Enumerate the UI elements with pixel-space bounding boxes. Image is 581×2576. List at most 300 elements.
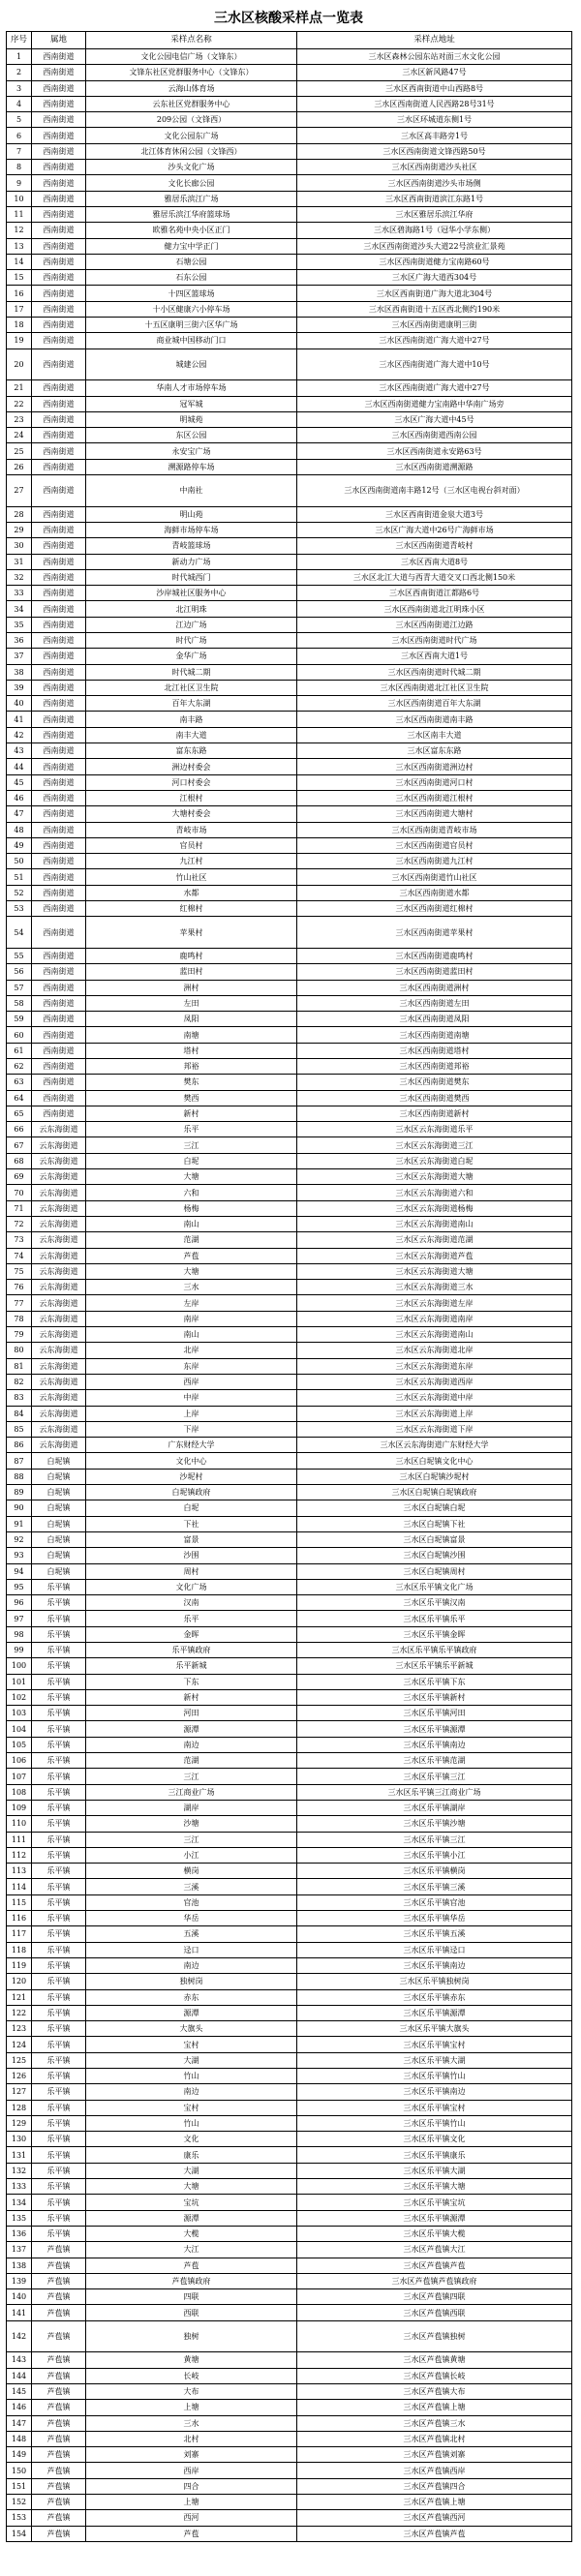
cell-site-address: 三水区乐平镇文化广场 [297,1579,572,1594]
table-row [7,2383,572,2399]
cell-site-name: 四合 [86,2478,297,2494]
cell-district: 云东海街道 [32,1421,86,1437]
cell-index: 18 [7,318,32,333]
table-row [7,301,572,317]
table-row [7,1122,572,1137]
cell-site-address: 三水区乐平镇三江商业广场 [297,1784,572,1800]
cell-index: 86 [7,1438,32,1453]
table-row [7,1737,572,1752]
cell-site-address: 三水区白坭镇沙围 [297,1548,572,1563]
cell-index: 92 [7,1531,32,1547]
cell-site-address: 三水区乐平镇宝坑 [297,2195,572,2210]
cell-site-name: 竹山社区 [86,869,297,885]
cell-district: 西南街道 [32,759,86,774]
cell-site-address: 三水区乐平镇官池 [297,1894,572,1910]
table-row [7,1674,572,1689]
cell-index: 80 [7,1343,32,1358]
cell-site-name: 大江 [86,2242,297,2258]
cell-site-name: 官员村 [86,837,297,853]
cell-district: 芦苞镇 [32,2368,86,2383]
cell-index: 42 [7,727,32,742]
table-row [7,2084,572,2100]
table-row [7,2510,572,2526]
table-row [7,1327,572,1343]
table-row [7,2021,572,2037]
cell-district: 西南街道 [32,901,86,917]
table-row [7,1280,572,1295]
cell-site-address: 三水区西南街道樊西 [297,1090,572,1106]
cell-district: 西南街道 [32,1043,86,1058]
cell-index: 6 [7,128,32,143]
cell-index: 73 [7,1232,32,1248]
cell-site-name: 乐平 [86,1611,297,1626]
page-title: 三水区核酸采样点一览表 [214,11,363,26]
cell-index: 2 [7,65,32,80]
cell-site-name: 大塘 [86,1263,297,1279]
cell-site-address: 三水区雅居乐滨江华府 [297,206,572,222]
cell-site-address: 三水区西南大道1号 [297,649,572,664]
cell-index: 34 [7,601,32,617]
cell-site-name: 三溪 [86,1879,297,1894]
cell-index: 41 [7,712,32,727]
cell-district: 西南街道 [32,206,86,222]
table-row [7,822,572,837]
cell-site-address: 三水区西南街道竹山社区 [297,869,572,885]
cell-district: 乐平镇 [32,1847,86,1863]
cell-index: 32 [7,569,32,585]
cell-site-address: 三水区西南街道金泉大道3号 [297,506,572,522]
table-row [7,980,572,995]
cell-index: 1 [7,49,32,65]
table-row [7,854,572,869]
cell-site-address: 三水区乐平镇新村 [297,1689,572,1705]
cell-site-name: 竹山 [86,2115,297,2131]
cell-site-address: 三水区芦苞镇大江 [297,2242,572,2258]
table-row [7,380,572,396]
cell-index: 114 [7,1879,32,1894]
cell-site-name: 芦苞 [86,1248,297,1263]
cell-site-address: 三水区乐平镇竹山 [297,2115,572,2131]
cell-site-name: 雅居乐滨江华府篮球场 [86,206,297,222]
table-row [7,837,572,853]
cell-site-address: 三水区西南街道沙头市场侧 [297,175,572,191]
cell-site-name: 明城苑 [86,411,297,427]
cell-site-name: 大榄 [86,2226,297,2241]
cell-site-address: 三水区碧海路1号（冠华小学东侧） [297,223,572,238]
cell-site-name: 健力宝中学正门 [86,238,297,254]
table-row [7,743,572,759]
cell-site-address: 三水区乐平镇小江 [297,1847,572,1863]
cell-district: 西南街道 [32,270,86,286]
cell-site-address: 三水区乐平镇乐平新城 [297,1658,572,1674]
table-row [7,238,572,254]
cell-index: 149 [7,2447,32,2463]
table-row [7,1200,572,1216]
table-row [7,1800,572,1815]
cell-district: 云东海街道 [32,1358,86,1374]
cell-index: 129 [7,2115,32,2131]
cell-index: 3 [7,80,32,96]
table-row [7,1406,572,1421]
cell-site-name: 下社 [86,1516,297,1531]
cell-site-address: 三水区广海大道中45号 [297,411,572,427]
cell-site-address: 三水区西南街道水都 [297,885,572,900]
cell-district: 云东海街道 [32,1216,86,1231]
cell-site-address: 三水区乐平镇康乐 [297,2147,572,2163]
table-row [7,1658,572,1674]
cell-index: 4 [7,96,32,111]
cell-site-name: 左田 [86,995,297,1011]
cell-index: 19 [7,333,32,349]
cell-district: 西南街道 [32,1075,86,1090]
cell-index: 141 [7,2305,32,2320]
cell-site-name: 大湖 [86,2052,297,2068]
cell-index: 110 [7,1816,32,1832]
cell-district: 乐平镇 [32,1879,86,1894]
table-row [7,1611,572,1626]
cell-district: 西南街道 [32,1106,86,1121]
table-row [7,1295,572,1311]
cell-index: 37 [7,649,32,664]
cell-site-address: 三水区西南街道广海大道中27号 [297,333,572,349]
cell-site-address: 三水区乐平镇南边 [297,1737,572,1752]
cell-district: 西南街道 [32,885,86,900]
cell-district: 云东海街道 [32,1280,86,1295]
cell-index: 84 [7,1406,32,1421]
cell-site-name: 海鲜市场停车场 [86,522,297,537]
cell-index: 138 [7,2258,32,2273]
cell-district: 西南街道 [32,1012,86,1027]
cell-district: 乐平镇 [32,2163,86,2178]
cell-district: 西南街道 [32,318,86,333]
cell-district: 西南街道 [32,822,86,837]
cell-site-name: 广东财经大学 [86,1438,297,1453]
cell-site-name: 乐平镇政府 [86,1642,297,1657]
table-row [7,443,572,459]
cell-site-name: 独树岗 [86,1974,297,1989]
cell-index: 117 [7,1926,32,1942]
cell-index: 55 [7,948,32,963]
cell-district: 西南街道 [32,380,86,396]
cell-district: 乐平镇 [32,2084,86,2100]
cell-site-name: 大塘 [86,1169,297,1185]
cell-index: 112 [7,1847,32,1863]
cell-site-name: 蓝田村 [86,964,297,980]
cell-index: 91 [7,1516,32,1531]
cell-site-name: 沙塘 [86,1816,297,1832]
cell-site-name: 十四区篮球场 [86,286,297,301]
cell-district: 乐平镇 [32,1974,86,1989]
table-row [7,964,572,980]
cell-index: 58 [7,995,32,1011]
cell-index: 111 [7,1832,32,1847]
cell-index: 10 [7,191,32,206]
table-row [7,1075,572,1090]
cell-district: 乐平镇 [32,2179,86,2195]
cell-index: 121 [7,1989,32,2005]
table-row [7,254,572,269]
cell-district: 西南街道 [32,160,86,175]
table-row [7,1185,572,1200]
cell-site-name: 横岗 [86,1864,297,1879]
table-row [7,2037,572,2052]
table-row [7,2463,572,2478]
cell-index: 23 [7,411,32,427]
cell-index: 75 [7,1263,32,1279]
cell-index: 59 [7,1012,32,1027]
cell-site-address: 三水区芦苞镇上塘 [297,2400,572,2415]
cell-site-name: 源潭 [86,2005,297,2020]
cell-index: 49 [7,837,32,853]
cell-district: 白坭镇 [32,1548,86,1563]
cell-site-address: 三水区芦苞镇西河 [297,2510,572,2526]
cell-site-address: 三水区西南街道北江社区卫生院 [297,680,572,695]
cell-site-name: 新村 [86,1689,297,1705]
cell-district: 西南街道 [32,112,86,128]
cell-site-name: 白坭 [86,1153,297,1168]
cell-site-name: 上塘 [86,2400,297,2415]
table-row [7,569,572,585]
table-row [7,759,572,774]
cell-index: 24 [7,428,32,443]
table-row [7,1453,572,1469]
cell-index: 76 [7,1280,32,1295]
cell-site-name: 商业城中国移动门口 [86,333,297,349]
cell-site-name: 官池 [86,1894,297,1910]
cell-index: 21 [7,380,32,396]
cell-index: 153 [7,2510,32,2526]
cell-site-name: 凤阳 [86,1012,297,1027]
table-row [7,1563,572,1579]
cell-site-address: 三水区乐平镇横岗 [297,1864,572,1879]
cell-site-address: 三水区云东海街道范湖 [297,1232,572,1248]
table-row [7,459,572,474]
cell-district: 乐平镇 [32,1611,86,1626]
cell-site-name: 沙岸城社区服务中心 [86,586,297,601]
cell-index: 50 [7,854,32,869]
cell-district: 乐平镇 [32,1658,86,1674]
cell-index: 26 [7,459,32,474]
cell-index: 82 [7,1374,32,1389]
table-row [7,664,572,680]
cell-index: 81 [7,1358,32,1374]
cell-index: 87 [7,1453,32,1469]
table-row [7,1232,572,1248]
table-row [7,696,572,712]
cell-district: 乐平镇 [32,1642,86,1657]
cell-index: 120 [7,1974,32,1989]
cell-site-name: 三江商业广场 [86,1784,297,1800]
cell-district: 西南街道 [32,49,86,65]
cell-site-address: 三水区云东海街道南山 [297,1327,572,1343]
cell-district: 芦苞镇 [32,2463,86,2478]
table-row [7,506,572,522]
cell-site-name: 南塘 [86,1027,297,1043]
cell-district: 芦苞镇 [32,2495,86,2510]
table-row [7,411,572,427]
cell-index: 88 [7,1469,32,1484]
cell-site-name: 宝村 [86,2100,297,2115]
cell-site-address: 三水区芦苞镇芦苞镇政府 [297,2273,572,2288]
table-row [7,1626,572,1642]
table-row [7,1390,572,1406]
cell-index: 107 [7,1769,32,1784]
cell-site-name: 南边 [86,1737,297,1752]
cell-site-name: 文化 [86,2132,297,2147]
cell-site-address: 三水区西南街道塔村 [297,1043,572,1058]
cell-site-address: 三水区白坭镇下社 [297,1516,572,1531]
cell-site-address: 三水区云东海街道乐平 [297,1122,572,1137]
table-row [7,475,572,507]
cell-district: 白坭镇 [32,1516,86,1531]
cell-district: 白坭镇 [32,1469,86,1484]
cell-index: 51 [7,869,32,885]
cell-site-address: 三水区乐平镇大塘 [297,2179,572,2195]
cell-site-address: 三水区乐平镇南边 [297,1957,572,1973]
cell-site-address: 三水区西南街道洲村 [297,980,572,995]
cell-site-address: 三水区西南街道十五区西北侧约190米 [297,301,572,317]
cell-district: 芦苞镇 [32,2431,86,2446]
table-row [7,175,572,191]
cell-district: 西南街道 [32,143,86,159]
table-row [7,2400,572,2415]
cell-index: 29 [7,522,32,537]
cell-site-address: 三水区广海大道中26号广海鲜市场 [297,522,572,537]
cell-index: 85 [7,1421,32,1437]
table-row [7,1421,572,1437]
cell-site-name: 刘寨 [86,2447,297,2463]
table-row [7,538,572,554]
cell-site-address: 三水区西南街道大塘村 [297,806,572,822]
table-row [7,2069,572,2084]
table-row [7,1153,572,1168]
cell-district: 云东海街道 [32,1311,86,1326]
cell-site-name: 西河 [86,2510,297,2526]
cell-index: 16 [7,286,32,301]
table-row [7,2305,572,2320]
cell-site-name: 水都 [86,885,297,900]
cell-site-name: 三江 [86,1769,297,1784]
table-row [7,1784,572,1800]
cell-index: 53 [7,901,32,917]
cell-index: 116 [7,1911,32,1926]
cell-index: 145 [7,2383,32,2399]
cell-site-name: 湖岸 [86,1800,297,1815]
cell-index: 28 [7,506,32,522]
cell-index: 154 [7,2526,32,2541]
table-row [7,428,572,443]
cell-district: 西南街道 [32,806,86,822]
table-row [7,1894,572,1910]
cell-site-name: 周村 [86,1563,297,1579]
cell-index: 103 [7,1706,32,1721]
cell-index: 43 [7,743,32,759]
cell-site-address: 三水区西南街道苹果村 [297,917,572,949]
cell-index: 99 [7,1642,32,1657]
cell-index: 8 [7,160,32,175]
cell-site-address: 三水区芦苞镇芦苞 [297,2258,572,2273]
cell-district: 西南街道 [32,790,86,805]
cell-site-address: 三水区乐平镇竹山 [297,2069,572,2084]
cell-index: 70 [7,1185,32,1200]
cell-district: 乐平镇 [32,1689,86,1705]
cell-district: 乐平镇 [32,1832,86,1847]
cell-index: 15 [7,270,32,286]
table-row [7,774,572,790]
cell-district: 西南街道 [32,712,86,727]
cell-site-address: 三水区西南街道南丰路 [297,712,572,727]
cell-site-name: 三江 [86,1137,297,1153]
table-row [7,2478,572,2494]
cell-index: 30 [7,538,32,554]
table-row [7,1769,572,1784]
table-row [7,270,572,286]
table-row [7,790,572,805]
cell-site-address: 三水区西南街道中山西路8号 [297,80,572,96]
table-row [7,2132,572,2147]
cell-site-address: 三水区西南街道广海大道中10号 [297,349,572,380]
cell-site-address: 三水区芦苞镇大布 [297,2383,572,2399]
cell-site-name: 青岐篮球场 [86,538,297,554]
table-row [7,1879,572,1894]
cell-site-name: 大塘村委会 [86,806,297,822]
cell-site-address: 三水区西南街道溯源路 [297,459,572,474]
cell-district: 芦苞镇 [32,2526,86,2541]
cell-site-address: 三水区富东东路 [297,743,572,759]
header-site-address: 采样点地址 [297,32,572,49]
cell-site-address: 三水区西南街道江根村 [297,790,572,805]
cell-district: 西南街道 [32,680,86,695]
cell-site-name: 溯源路停车场 [86,459,297,474]
cell-site-name: 左岸 [86,1295,297,1311]
cell-site-name: 河田 [86,1706,297,1721]
cell-index: 131 [7,2147,32,2163]
cell-site-address: 三水区环城道东侧1号 [297,112,572,128]
cell-site-address: 三水区西南街道左田 [297,995,572,1011]
table-body [7,49,572,2542]
cell-site-address: 三水区芦苞镇四合 [297,2478,572,2494]
cell-index: 79 [7,1327,32,1343]
cell-index: 139 [7,2273,32,2288]
table-row [7,1942,572,1957]
cell-index: 151 [7,2478,32,2494]
table-row [7,2415,572,2431]
cell-site-address: 三水区云东海街道左岸 [297,1295,572,1311]
cell-district: 西南街道 [32,506,86,522]
cell-site-address: 三水区西南街道人民西路28号31号 [297,96,572,111]
cell-site-name: 小江 [86,1847,297,1863]
table-row [7,2258,572,2273]
cell-site-address: 三水区西南街道九江村 [297,854,572,869]
cell-index: 77 [7,1295,32,1311]
cell-site-name: 文锋东社区党群服务中心（文锋东） [86,65,297,80]
cell-site-name: 长岐 [86,2368,297,2383]
cell-index: 152 [7,2495,32,2510]
cell-site-address: 三水区西南街道永安路63号 [297,443,572,459]
cell-district: 西南街道 [32,980,86,995]
cell-site-name: 北村 [86,2431,297,2446]
cell-site-name: 西岸 [86,1374,297,1389]
table-row [7,2368,572,2383]
cell-district: 乐平镇 [32,2147,86,2163]
cell-site-name: 邦裕 [86,1059,297,1075]
cell-site-address: 三水区云东海街道大塘 [297,1169,572,1185]
cell-index: 148 [7,2431,32,2446]
cell-district: 芦苞镇 [32,2400,86,2415]
cell-site-name: 文化公园电信广场（文锋东） [86,49,297,65]
cell-district: 西南街道 [32,80,86,96]
table-row [7,1106,572,1121]
